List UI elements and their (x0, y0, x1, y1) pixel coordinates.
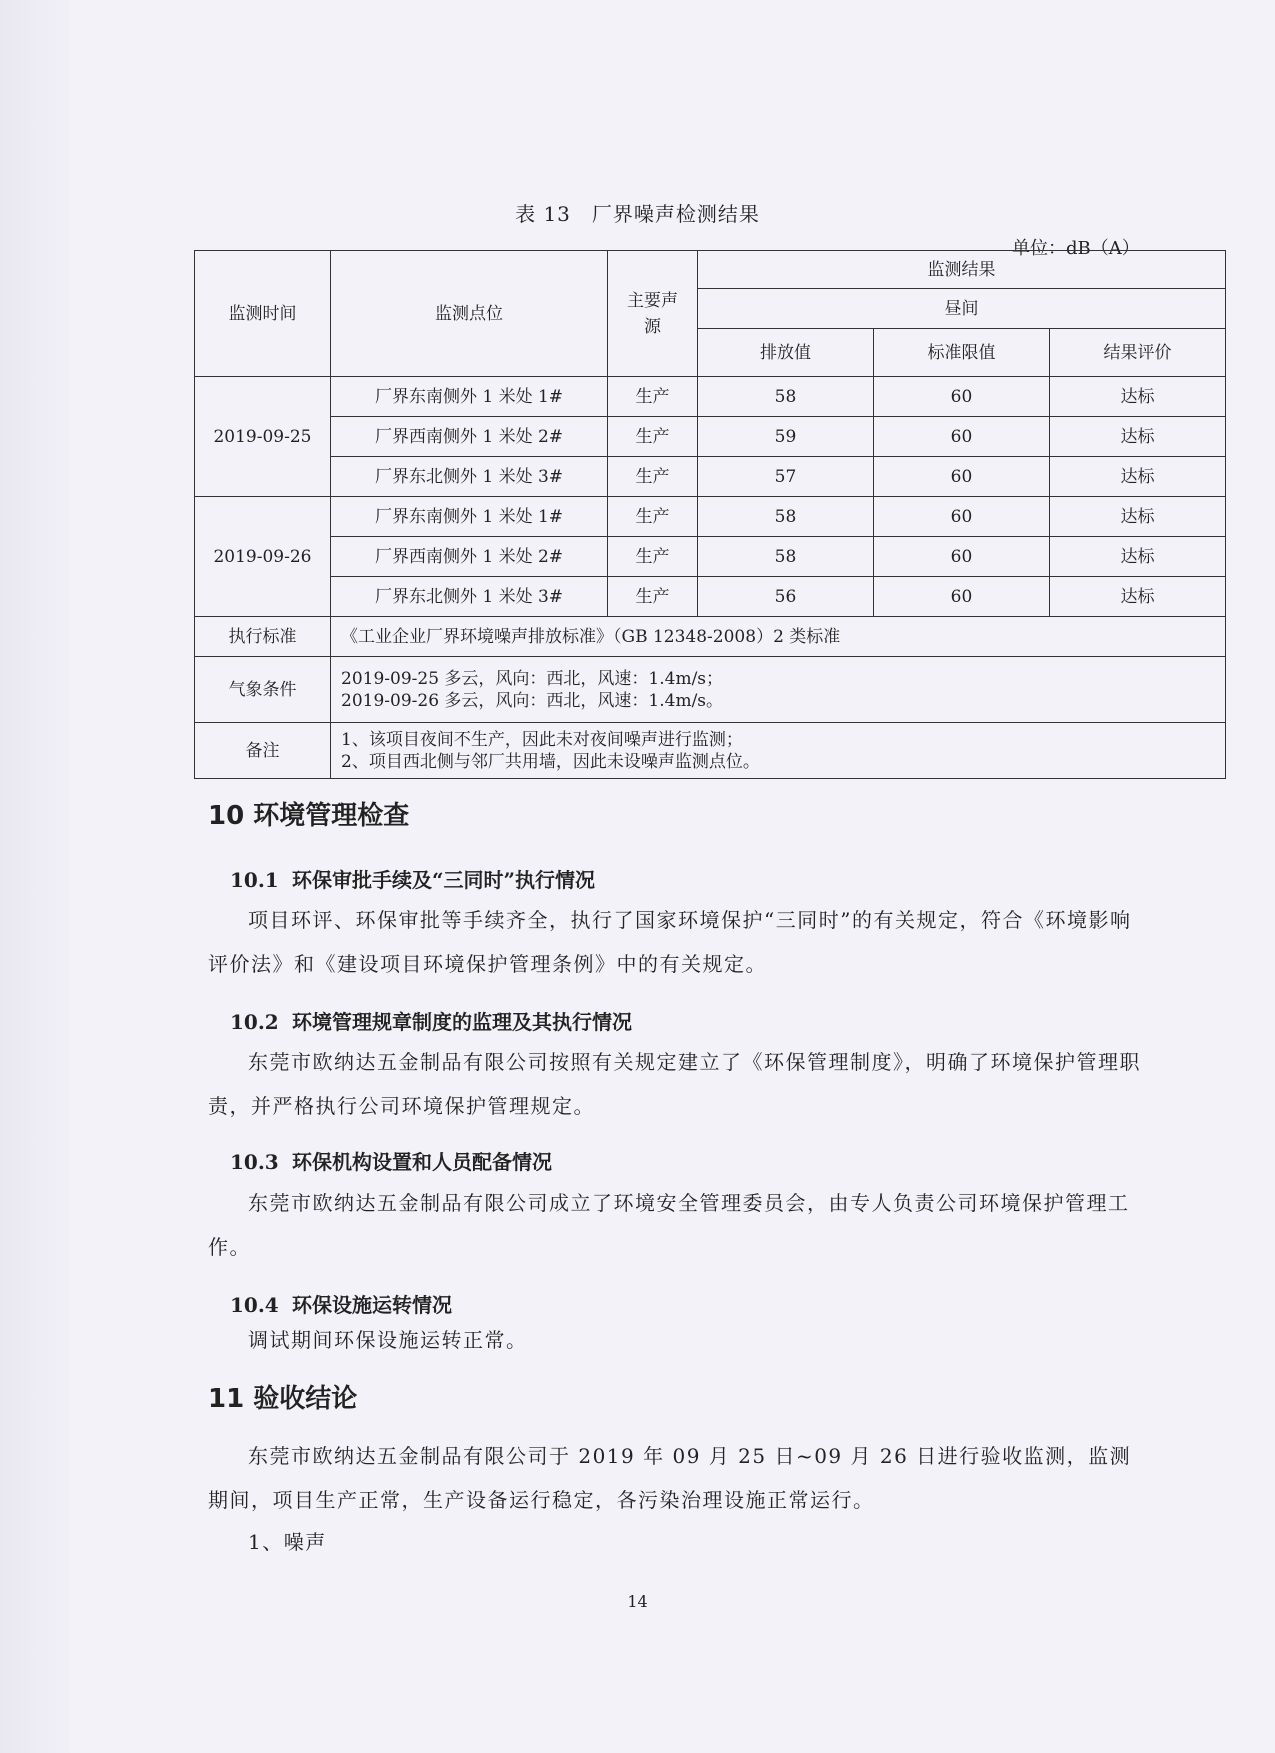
table-row (195, 537, 1226, 577)
point-cell: 厂界东北侧外 1 米处 3# (331, 577, 608, 617)
evaluation-cell: 达标 (1050, 417, 1226, 457)
subsection-10-1-heading (230, 864, 595, 893)
evaluation-cell: 达标 (1050, 537, 1226, 577)
header-emission: 排放值 (698, 329, 874, 377)
standard-value: 《工业企业厂界环境噪声排放标准》（GB 12348-2008）2 类标准 (331, 617, 1226, 657)
source-cell: 生产 (608, 377, 698, 417)
date-cell: 2019-09-25 (195, 377, 331, 497)
weather-row (195, 657, 1226, 723)
subsection-title: 环保机构设置和人员配备情况 (292, 1150, 552, 1174)
evaluation-cell: 达标 (1050, 497, 1226, 537)
subsection-10-3-heading (230, 1146, 552, 1175)
point-cell: 厂界东北侧外 1 米处 3# (331, 457, 608, 497)
noise-results-table (194, 250, 1226, 779)
point-cell: 厂界东南侧外 1 米处 1# (331, 377, 608, 417)
subsection-title: 环境管理规章制度的监理及其执行情况 (292, 1010, 632, 1034)
source-cell: 生产 (608, 577, 698, 617)
table-row (195, 497, 1226, 537)
header-source: 主要声源 (608, 251, 698, 377)
subsection-number: 10.3 (230, 1150, 279, 1174)
table-caption: 表 13 厂界噪声检测结果 (515, 202, 760, 226)
section-11-item-1: 1、噪声 (248, 1530, 327, 1554)
remarks-label: 备注 (195, 723, 331, 779)
header-time: 监测时间 (195, 251, 331, 377)
source-cell: 生产 (608, 497, 698, 537)
section-10-heading: 10 环境管理检查 (208, 801, 410, 831)
standard-row (195, 617, 1226, 657)
header-daytime: 昼间 (698, 289, 1226, 329)
point-cell: 厂界西南侧外 1 米处 2# (331, 537, 608, 577)
section-11-heading: 11 验收结论 (208, 1384, 358, 1414)
subsection-10-4-text: 调试期间环保设施运转正常。 (248, 1328, 528, 1352)
header-limit: 标准限值 (874, 329, 1050, 377)
limit-cell: 60 (874, 537, 1050, 577)
table-unit: 单位：dB（A） (1012, 238, 1140, 259)
date-cell: 2019-09-26 (195, 497, 331, 617)
header-result: 监测结果 (698, 251, 1226, 289)
source-cell: 生产 (608, 457, 698, 497)
limit-cell: 60 (874, 417, 1050, 457)
subsection-10-2-text: 东莞市欧纳达五金制品有限公司按照有关规定建立了《环保管理制度》，明确了环境保护管理职责，并严格执行公司环境保护管理规定。 (208, 1050, 1141, 1118)
subsection-number: 10.1 (230, 868, 279, 892)
header-evaluation: 结果评价 (1050, 329, 1226, 377)
page-number: 14 (627, 1592, 648, 1611)
weather-line: 2019-09-26 多云，风向：西北，风速：1.4m/s。 (341, 690, 724, 711)
standard-label: 执行标准 (195, 617, 331, 657)
limit-cell: 60 (874, 377, 1050, 417)
emission-cell: 58 (698, 537, 874, 577)
subsection-title: 环保设施运转情况 (292, 1293, 452, 1317)
remarks-line: 1、该项目夜间不生产，因此未对夜间噪声进行监测； (341, 729, 743, 750)
source-cell: 生产 (608, 417, 698, 457)
emission-cell: 58 (698, 377, 874, 417)
point-cell: 厂界东南侧外 1 米处 1# (331, 497, 608, 537)
subsection-10-2-heading (230, 1006, 632, 1035)
emission-cell: 56 (698, 577, 874, 617)
subsection-title: 环保审批手续及“三同时”执行情况 (292, 868, 596, 892)
evaluation-cell: 达标 (1050, 457, 1226, 497)
table-row (195, 577, 1226, 617)
header-point: 监测点位 (331, 251, 608, 377)
subsection-10-3-text: 东莞市欧纳达五金制品有限公司成立了环境安全管理委员会，由专人负责公司环境保护管理工作。 (208, 1191, 1130, 1259)
section-11-text: 东莞市欧纳达五金制品有限公司于 2019 年 09 月 25 日~09 月 26 日进行验收监测，监测期间，项目生产正常，生产设备运行稳定，各污染治理设施正常运行。 (208, 1444, 1132, 1512)
subsection-10-1-text: 项目环评、环保审批等手续齐全，执行了国家环境保护“三同时”的有关规定，符合《环境影响评价法》和《建设项目环境保护管理条例》中的有关规定。 (208, 908, 1132, 976)
table-row (195, 457, 1226, 497)
emission-cell: 59 (698, 417, 874, 457)
evaluation-cell: 达标 (1050, 577, 1226, 617)
source-cell: 生产 (608, 537, 698, 577)
weather-label: 气象条件 (195, 657, 331, 723)
remarks-row (195, 723, 1226, 779)
limit-cell: 60 (874, 577, 1050, 617)
subsection-number: 10.2 (230, 1010, 279, 1034)
emission-cell: 58 (698, 497, 874, 537)
evaluation-cell: 达标 (1050, 377, 1226, 417)
point-cell: 厂界西南侧外 1 米处 2# (331, 417, 608, 457)
remarks-value (331, 723, 1226, 779)
table-row (195, 377, 1226, 417)
limit-cell: 60 (874, 457, 1050, 497)
limit-cell: 60 (874, 497, 1050, 537)
weather-value (331, 657, 1226, 723)
remarks-line: 2、项目西北侧与邻厂共用墙，因此未设噪声监测点位。 (341, 751, 760, 772)
weather-line: 2019-09-25 多云，风向：西北，风速：1.4m/s； (341, 668, 724, 689)
subsection-number: 10.4 (230, 1293, 279, 1317)
subsection-10-4-heading (230, 1289, 452, 1318)
table-row (195, 417, 1226, 457)
scan-edge-shadow (0, 0, 70, 1753)
emission-cell: 57 (698, 457, 874, 497)
